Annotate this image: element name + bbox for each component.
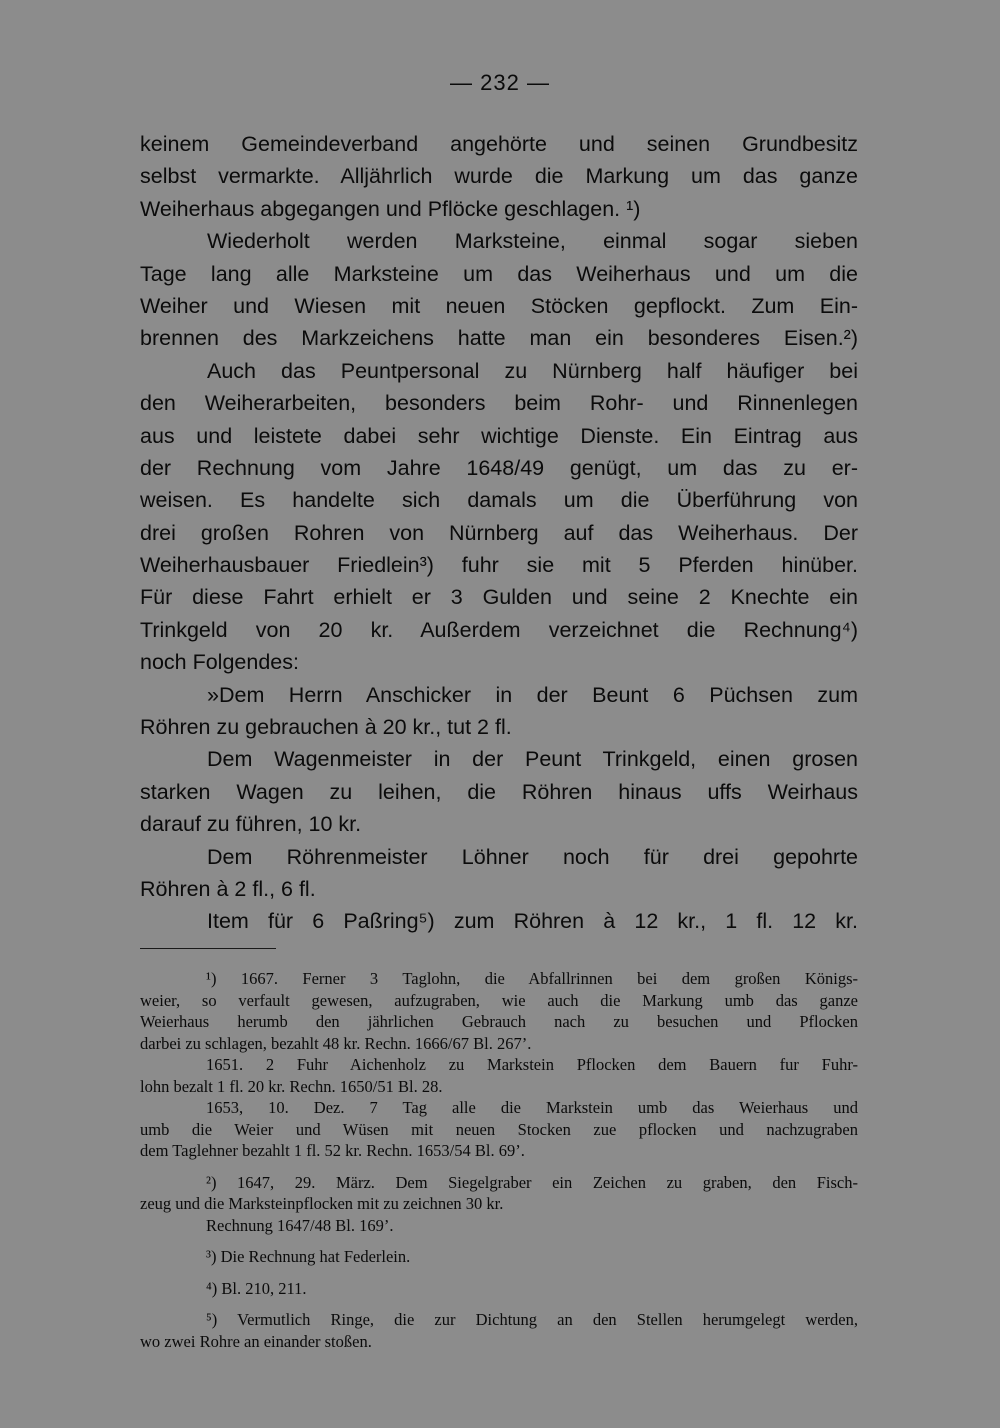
footnote-line: ¹) 1667. Ferner 3 Taglohn, die Abfallrinnen bei dem großen Königs- bbox=[206, 969, 858, 988]
footnote-line: ²) 1647, 29. März. Dem Siegelgraber ein Zeichen zu graben, den Fisch- bbox=[206, 1172, 858, 1192]
footnote-separator bbox=[140, 948, 276, 949]
page-number: — 232 — bbox=[450, 70, 550, 95]
body-line: starken Wagen zu leihen, die Röhren hinaus uffs Weirhaus bbox=[140, 779, 858, 804]
footnote-line: 1651. 2 Fuhr Aichenholz zu Markstein Pflocken dem Bauern fur Fuhr- bbox=[206, 1055, 858, 1074]
footnote-line: zeug und die Marksteinpflocken mit zu zeichnen 30 kr. bbox=[140, 1194, 504, 1213]
body-line: Röhren zu gebrauchen à 20 kr., tut 2 fl. bbox=[140, 715, 512, 740]
body-line: Weiherhaus abgegangen und Pflöcke geschlagen. ¹) bbox=[140, 196, 641, 221]
footnote-line: darbei zu schlagen, bezahlt 48 kr. Rechn. 1666/67 Bl. 267’. bbox=[140, 1033, 532, 1053]
body-line: Tage lang alle Marksteine um das Weiherhaus und um die bbox=[140, 261, 858, 286]
body-line: Dem Wagenmeister in der Peunt Trinkgeld, einen grosen bbox=[207, 747, 858, 772]
footnote-line: wo zwei Rohre an einander stoßen. bbox=[140, 1331, 372, 1351]
body-line: darauf zu führen, 10 kr. bbox=[140, 812, 362, 837]
main-text bbox=[140, 128, 858, 938]
footnote-gap bbox=[140, 1268, 858, 1278]
footnote-line: ⁵) Vermutlich Ringe, die zur Dichtung an den Stellen herumgelegt werden, bbox=[206, 1310, 858, 1329]
body-line: Für diese Fahrt erhielt er 3 Gulden und seine 2 Knechte ein bbox=[140, 585, 858, 610]
footnote-line: ³) Die Rechnung hat Federlein. bbox=[206, 1247, 411, 1266]
body-line: drei großen Rohren von Nürnberg auf das Weiherhaus. Der bbox=[140, 520, 858, 545]
body-line: Weiherhausbauer Friedlein³) fuhr sie mit 5 Pferden hinüber. bbox=[140, 553, 858, 578]
footnote-line: umb die Weier und Wüsen mit neuen Stocken zue pflocken und nachzugraben bbox=[140, 1119, 858, 1139]
footnotes bbox=[140, 968, 858, 1352]
footnote-gap bbox=[140, 1299, 858, 1309]
footnote-line: weier, so verfault gewesen, aufzugraben, wie auch die Markung umb das ganze bbox=[140, 990, 858, 1010]
body-line: brennen des Markzeichens hatte man ein besonderes Eisen.²) bbox=[140, 326, 858, 351]
footnote-line: lohn bezalt 1 fl. 20 kr. Rechn. 1650/51 Bl. 28. bbox=[140, 1076, 443, 1096]
footnote-gap bbox=[140, 1162, 858, 1172]
body-line: Auch das Peuntpersonal zu Nürnberg half häufiger bei bbox=[207, 358, 858, 383]
body-line: Item für 6 Paßring⁵) zum Röhren à 12 kr., 1 fl. 12 kr. bbox=[207, 909, 858, 934]
body-line: Dem Röhrenmeister Löhner noch für drei gepohrte bbox=[207, 844, 858, 869]
body-line: aus und leistete dabei sehr wichtige Dienste. Ein Eintrag aus bbox=[140, 423, 858, 448]
body-line: Röhren à 2 fl., 6 fl. bbox=[140, 876, 316, 901]
footnote-line: Weierhaus herumb den jährlichen Gebrauch nach zu besuchen und Pflocken bbox=[140, 1012, 858, 1031]
footnote-line: Rechnung 1647/48 Bl. 169’. bbox=[206, 1215, 394, 1235]
body-line: keinem Gemeindeverband angehörte und seinen Grundbesitz bbox=[140, 132, 858, 156]
body-line: Weiher und Wiesen mit neuen Stöcken gepflockt. Zum Ein- bbox=[140, 293, 858, 318]
body-line: der Rechnung vom Jahre 1648/49 genügt, um das zu er- bbox=[140, 455, 858, 480]
body-line: weisen. Es handelte sich damals um die Überführung von bbox=[140, 488, 858, 513]
body-line: »Dem Herrn Anschicker in der Beunt 6 Püchsen zum bbox=[207, 682, 858, 707]
footnote-line: 1653, 10. Dez. 7 Tag alle die Markstein umb das Weierhaus und bbox=[206, 1098, 858, 1117]
body-line: selbst vermarkte. Alljährlich wurde die Markung um das ganze bbox=[140, 164, 858, 189]
body-line: den Weiherarbeiten, besonders beim Rohr- und Rinnenlegen bbox=[140, 391, 858, 416]
body-line: Trinkgeld von 20 kr. Außerdem verzeichnet die Rechnung⁴) bbox=[140, 617, 858, 642]
body-line: noch Folgendes: bbox=[140, 650, 299, 675]
footnote-gap bbox=[140, 1236, 858, 1246]
footnote-line: ⁴) Bl. 210, 211. bbox=[206, 1278, 307, 1298]
body-line: Wiederholt werden Marksteine, einmal sogar sieben bbox=[207, 229, 858, 254]
footnote-line: dem Taglehner bezahlt 1 fl. 52 kr. Rechn. 1653/54 Bl. 69’. bbox=[140, 1141, 525, 1160]
